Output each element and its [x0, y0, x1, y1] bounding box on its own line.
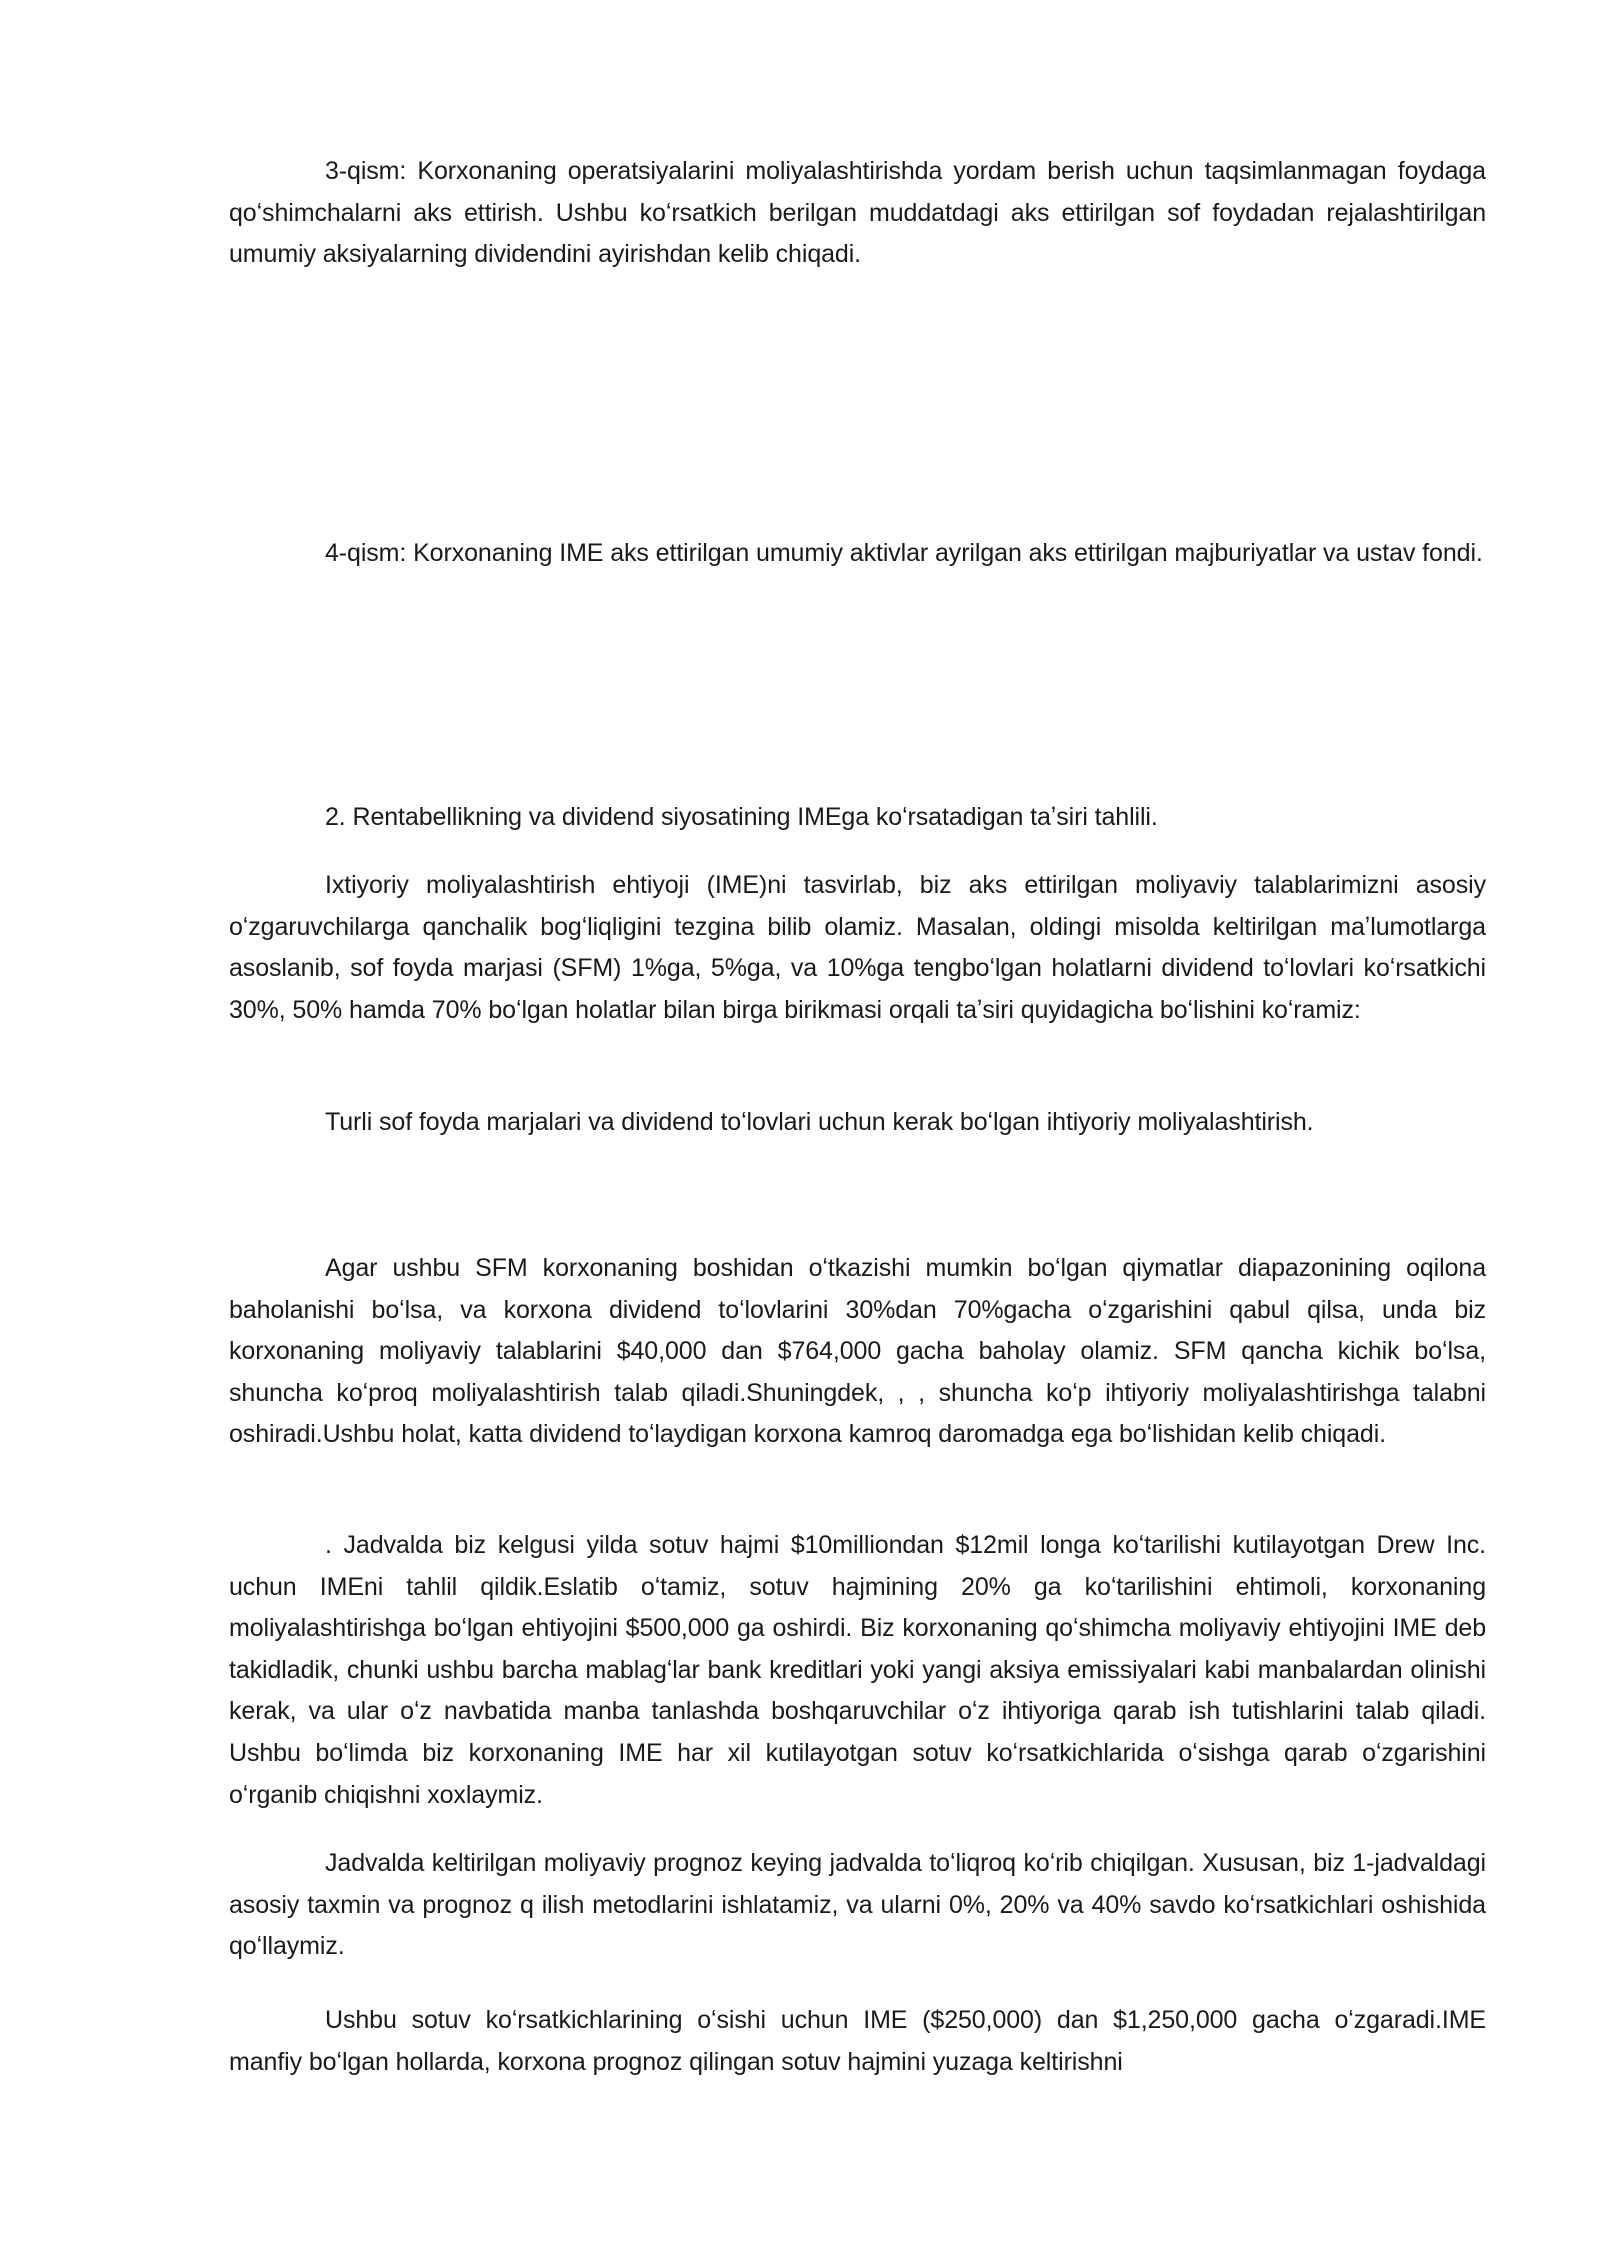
section-heading: 2. Rentabellikning va dividend siyosatining IMEga koʻrsatadigan taʼsiri tahlili. — [325, 803, 1158, 831]
paragraph-sfm-range: Agar ushbu SFM korxonaning boshidan oʻtkazishi mumkin boʻlgan qiymatlar diapazonining oqilona baholanishi boʻlsa, va korxona dividend toʻlovlarini 30%dan 70%gacha oʻzgarishini qabul qilsa, unda biz korxonaning moliyaviy talablarini $40,000 dan $764,000 gacha baholay olamiz. SFM qancha kichik boʻlsa, shuncha koʻproq moliyalashtirish talab qiladi.Shuningdek, , , shuncha koʻp ihtiyoriy moliyalashtirishga talabni oshiradi.Ushbu holat, katta dividend toʻlaydigan korxona kamroq daromadga ega boʻlishidan kelib chiqadi. — [229, 1254, 1486, 1449]
paragraph-sales-growth: Ushbu sotuv koʻrsatkichlarining oʻsishi uchun IME ($250,000) dan $1,250,000 gacha oʻzgaradi.IME manfiy boʻlgan hollarda, korxona prognoz qilingan sotuv hajmini yuzaga keltirishni — [229, 2006, 1486, 2076]
paragraph-drew-inc: . Jadvalda biz kelgusi yilda sotuv hajmi $10milliondan $12mil longa koʻtarilishi kutilayotgan Drew Inc. uchun IMEni tahlil qildik.Eslatib oʻtamiz, sotuv hajmining 20% ga koʻtarilishini ehtimoli, korxonaning moliyalashtirishga boʻlgan ehtiyojini $500,000 ga oshirdi. Biz korxonaning qoʻshimcha moliyaviy ehtiyojini IME deb takidladik, chunki ushbu barcha mablagʻlar bank kreditlari yoki yangi aksiya emissiyalari kabi manbalardan olinishi kerak, va ular oʻz navbatida manba tanlashda boshqaruvchilar oʻz ihtiyoriga qarab ish tutishlarini talab qiladi. Ushbu boʻlimda biz korxonaning IME har xil kutilayotgan sotuv koʻrsatkichlarida oʻsishga qarab oʻzgarishini oʻrganib chiqishni xoxlaymiz. — [229, 1531, 1486, 1809]
paragraph-ime-intro: Ixtiyoriy moliyalashtirish ehtiyoji (IME)ni tasvirlab, biz aks ettirilgan moliyaviy talablarimizni asosiy oʻzgaruvchilarga qanchalik bogʻliqligini tezgina bilib olamiz. Masalan, oldingi misolda keltirilgan maʼlumotlarga asoslanib, sof foyda marjasi (SFM) 1%ga, 5%ga, va 10%ga tengboʻlgan holatlarni dividend toʻlovlari koʻrsatkichi 30%, 50% hamda 70% boʻlgan holatlar bilan birga birikmasi orqali taʼsiri quyidagicha boʻlishini koʻramiz: — [229, 871, 1486, 1024]
table-caption: Turli sof foyda marjalari va dividend toʻlovlari uchun kerak boʻlgan ihtiyoriy moliyalashtirish. — [325, 1108, 1314, 1136]
paragraph-part-3: 3-qism: Korxonaning operatsiyalarini moliyalashtirishda yordam berish uchun taqsimlanmagan foydaga qoʻshimchalarni aks ettirish. Ushbu koʻrsatkich berilgan muddatdagi aks ettirilgan sof foydadan rejalashtirilgan umumiy aksiyalarning dividendini ayirishdan kelib chiqadi. — [229, 157, 1486, 269]
paragraph-part-4: 4-qism: Korxonaning IME aks ettirilgan umumiy aktivlar ayrilgan aks ettirilgan majburiyatlar va ustav fondi. — [325, 539, 1483, 567]
paragraph-forecast: Jadvalda keltirilgan moliyaviy prognoz keying jadvalda toʻliqroq koʻrib chiqilgan. Xususan, biz 1-jadvaldagi asosiy taxmin va prognoz q ilish metodlarini ishlatamiz, va ularni 0%, 20% va 40% savdo koʻrsatkichlari oshishida qoʻllaymiz. — [229, 1849, 1486, 1961]
